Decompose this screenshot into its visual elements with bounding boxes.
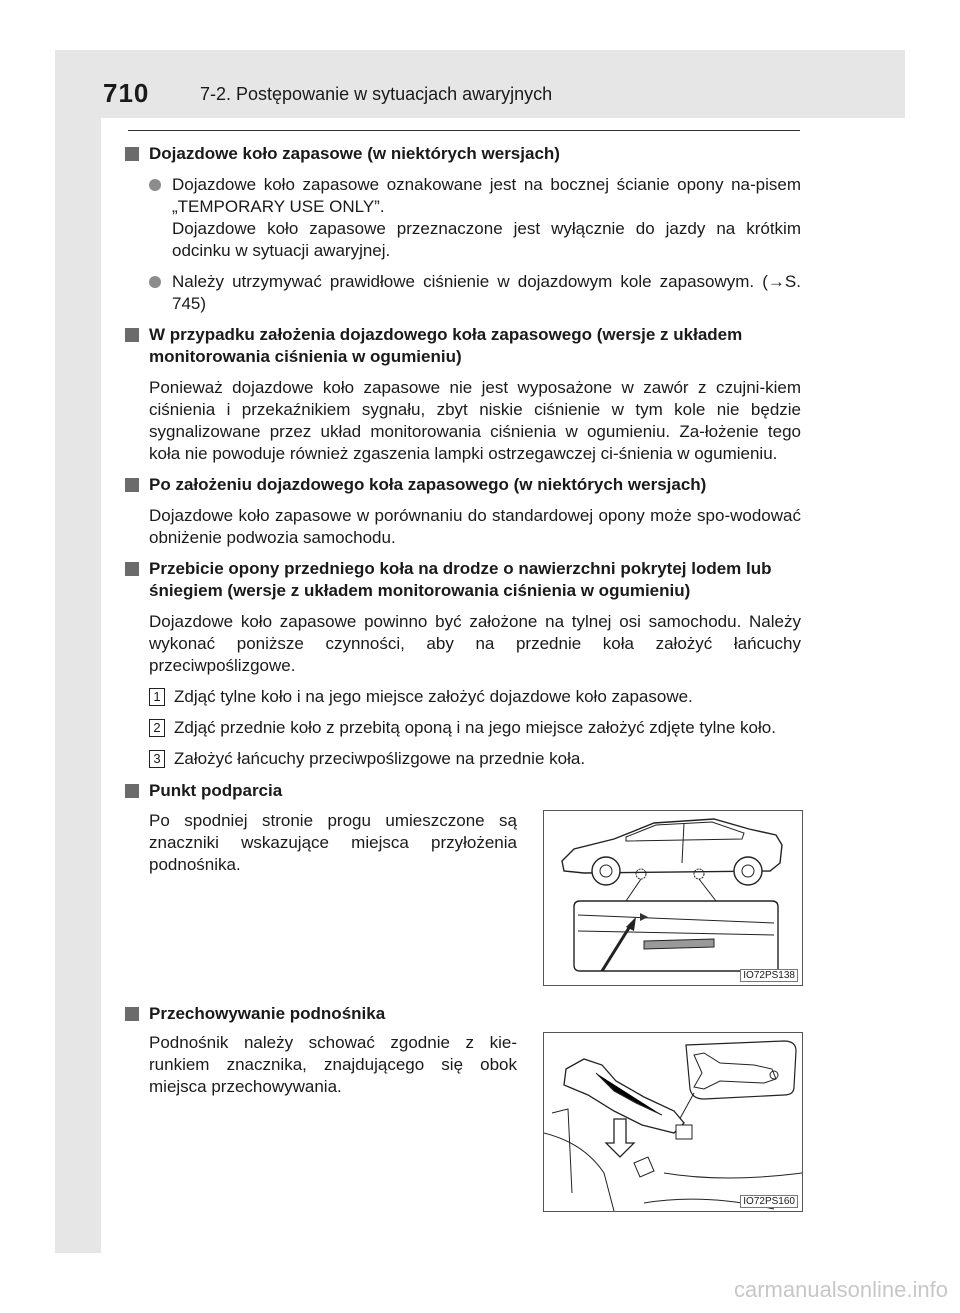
step-item bbox=[125, 748, 801, 770]
bullet-dot-icon bbox=[149, 179, 161, 191]
main-content bbox=[125, 143, 801, 779]
figure-code: IO72PS160 bbox=[740, 1195, 798, 1208]
heading-text: Przechowywanie podnośnika bbox=[149, 1004, 386, 1023]
heading-spare-wheel bbox=[125, 143, 801, 165]
page-number: 710 bbox=[103, 78, 150, 108]
bullet-dot-icon bbox=[149, 276, 161, 288]
paragraph: Dojazdowe koło zapasowe powinno być założone na tylnej osi samochodu. Należy wykonać poniższe czynności, aby na przednie koła założyć łańcuchy przeciwpoślizgowe. bbox=[149, 612, 801, 675]
heading-jack-point bbox=[125, 780, 825, 802]
jack-storage-text: Podnośnik należy schować zgodnie z kie-runkiem znacznika, znajdującego się obok miejsca przechowywania. bbox=[149, 1033, 517, 1096]
heading-after-install bbox=[125, 474, 801, 496]
car-jack-point-illustration bbox=[544, 811, 802, 985]
bullet-item bbox=[125, 174, 801, 218]
step-item bbox=[125, 717, 801, 739]
step-text: Zdjąć tylne koło i na jego miejsce założyć dojazdowe koło zapasowe. bbox=[174, 687, 693, 706]
heading-puncture bbox=[125, 558, 801, 602]
bullet-continuation bbox=[125, 218, 801, 262]
heading-text: Punkt podparcia bbox=[149, 781, 283, 800]
section-square-icon bbox=[125, 478, 139, 492]
jack-point-text: Po spodniej stronie progu umieszczone są znaczniki wskazujące miejsca przyłożenia podnośnika. bbox=[149, 811, 517, 874]
section-square-icon bbox=[125, 328, 139, 342]
jack-storage-illustration bbox=[544, 1033, 802, 1211]
bullet-item bbox=[125, 271, 801, 315]
header-divider bbox=[128, 130, 800, 131]
heading-jack-storage bbox=[125, 1003, 825, 1025]
bullet-text: Należy utrzymywać prawidłowe ciśnienie w dojazdowym kole zapasowym. (→S. 745) bbox=[172, 272, 801, 313]
heading-text: Dojazdowe koło zapasowe (w niektórych wersjach) bbox=[149, 144, 560, 163]
heading-text: Po założeniu dojazdowego koła zapasowego (w niektórych wersjach) bbox=[149, 475, 707, 494]
heading-text: Przebicie opony przedniego koła na drodze o nawierzchni pokrytej lodem lub śniegiem (wersje z układem monitorowania ciśnienia w ogumieniu) bbox=[149, 559, 772, 600]
bullet-text: Dojazdowe koło zapasowe przeznaczone jest wyłącznie do jazdy na krótkim odcinku w sytuacji awaryjnej. bbox=[172, 219, 801, 260]
jack-point-figure bbox=[543, 810, 803, 986]
heading-tpms bbox=[125, 324, 801, 368]
step-number: 2 bbox=[149, 719, 165, 737]
paragraph: Dojazdowe koło zapasowe w porównaniu do standardowej opony może spo-wodować obniżenie podwozia samochodu. bbox=[149, 506, 801, 547]
section-square-icon bbox=[125, 1007, 139, 1021]
section-square-icon bbox=[125, 562, 139, 576]
bullet-text: Dojazdowe koło zapasowe oznakowane jest na bocznej ścianie opony na-pisem „TEMPORARY USE ONLY”. bbox=[172, 175, 801, 216]
step-text: Założyć łańcuchy przeciwpoślizgowe na przednie koła. bbox=[174, 749, 586, 768]
section-square-icon bbox=[125, 784, 139, 798]
section-title: 7-2. Postępowanie w sytuacjach awaryjnych bbox=[200, 84, 553, 104]
watermark: carmanualsonline.info bbox=[733, 1277, 948, 1302]
step-text: Zdjąć przednie koło z przebitą oponą i na jego miejsce założyć zdjęte tylne koło. bbox=[174, 718, 776, 737]
step-item bbox=[125, 686, 801, 708]
step-number: 3 bbox=[149, 750, 165, 768]
side-band bbox=[55, 50, 101, 1253]
jack-storage-figure bbox=[543, 1032, 803, 1212]
figure-code: IO72PS138 bbox=[740, 969, 798, 982]
heading-text: W przypadku założenia dojazdowego koła zapasowego (wersje z układem monitorowania ciśnienia w ogumieniu) bbox=[149, 325, 743, 366]
paragraph: Ponieważ dojazdowe koło zapasowe nie jest wyposażone w zawór z czujni-kiem ciśnienia i przekaźnikiem sygnału, zbyt niskie ciśnienie w tym kole nie będzie sygnalizowane przez układ monitorowania ciśnienia w ogumieniu. Za-łożenie tego koła nie powoduje również zgaszenia lampki ostrzegawczej ci-śnienia w ogumieniu. bbox=[149, 378, 801, 463]
section-square-icon bbox=[125, 147, 139, 161]
step-number: 1 bbox=[149, 688, 165, 706]
